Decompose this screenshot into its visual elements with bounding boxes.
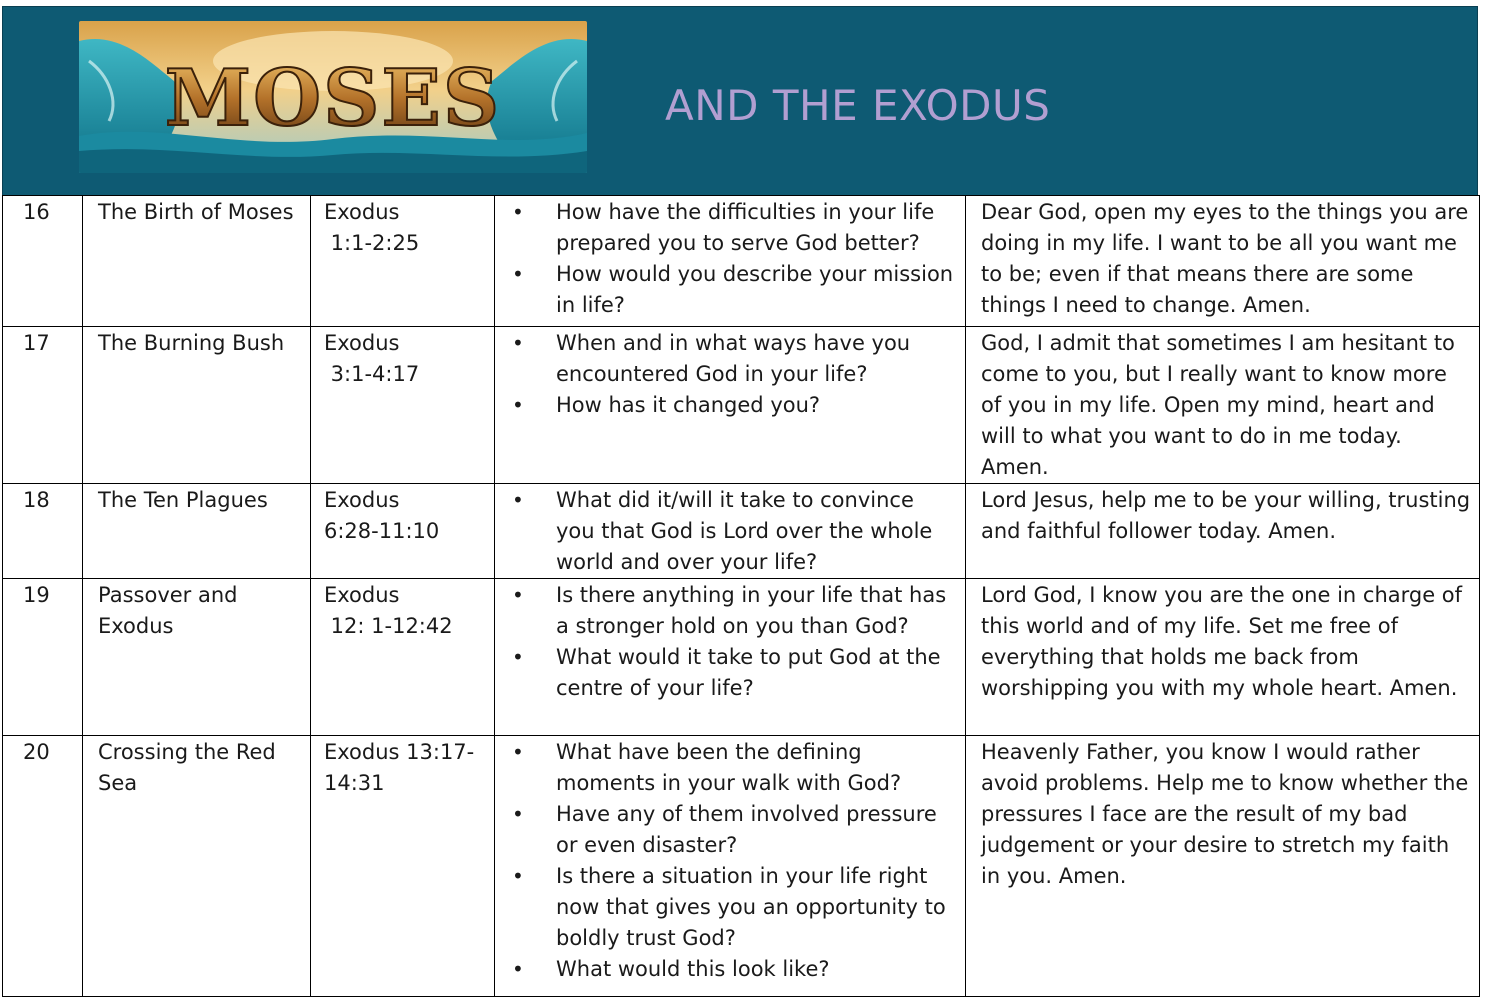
scripture-reference-line: Exodus bbox=[324, 331, 400, 355]
reflection-questions-cell bbox=[495, 736, 966, 997]
prayer-cell: Dear God, open my eyes to the things you are doing in my life. I want to be all you want me to be; even if that means there are some things I need to change. Amen. bbox=[966, 196, 1480, 327]
scripture-reference-cell bbox=[311, 327, 495, 484]
scripture-reference-line: Exodus 13:17- bbox=[324, 740, 475, 764]
table-row bbox=[3, 579, 1480, 736]
scripture-reference-line: Exodus bbox=[324, 583, 400, 607]
moses-logo-lettering: MOSES bbox=[164, 53, 502, 144]
header-banner bbox=[2, 6, 1478, 196]
question-item: • Is there anything in your life that has a stronger hold on you than God? bbox=[495, 580, 957, 642]
scripture-reference-cell bbox=[311, 484, 495, 579]
day-number-cell: 20 bbox=[3, 736, 83, 997]
scripture-reference-cell bbox=[311, 736, 495, 997]
question-list bbox=[495, 485, 957, 578]
reading-title-cell: The Burning Bush bbox=[83, 327, 311, 484]
reading-title-cell: Crossing the Red Sea bbox=[83, 736, 311, 997]
table-row bbox=[3, 196, 1480, 327]
scripture-reference-line: Exodus bbox=[324, 200, 400, 224]
reflection-questions-cell bbox=[495, 579, 966, 736]
reading-title-cell: The Birth of Moses bbox=[83, 196, 311, 327]
reflection-questions-cell bbox=[495, 484, 966, 579]
scripture-reference-line: 12: 1-12:42 bbox=[324, 614, 453, 638]
question-item: • What did it/will it take to convince you that God is Lord over the whole world and over your life? bbox=[495, 485, 957, 578]
question-item: • How has it changed you? bbox=[495, 390, 957, 421]
question-list bbox=[495, 580, 957, 704]
scripture-reference-line: 1:1-2:25 bbox=[324, 231, 420, 255]
day-number-cell: 19 bbox=[3, 579, 83, 736]
table-row bbox=[3, 484, 1480, 579]
page-title: AND THE EXODUS bbox=[665, 81, 1051, 130]
scripture-reference-cell bbox=[311, 579, 495, 736]
question-item: • How have the difficulties in your life prepared you to serve God better? bbox=[495, 197, 957, 259]
reading-title-cell: The Ten Plagues bbox=[83, 484, 311, 579]
reflection-questions-cell bbox=[495, 196, 966, 327]
scripture-reference-line: 6:28-11:10 bbox=[324, 519, 440, 543]
moses-logo-image bbox=[79, 21, 587, 173]
prayer-cell: Heavenly Father, you know I would rather avoid problems. Help me to know whether the pressures I face are the result of my bad judgement or your desire to stretch my faith in you. Amen. bbox=[966, 736, 1480, 997]
day-number-cell: 16 bbox=[3, 196, 83, 327]
day-number-cell: 17 bbox=[3, 327, 83, 484]
question-item: • What have been the defining moments in your walk with God? bbox=[495, 737, 957, 799]
reflection-questions-cell bbox=[495, 327, 966, 484]
reading-plan-table bbox=[2, 195, 1480, 997]
question-item: • How would you describe your mission in life? bbox=[495, 259, 957, 321]
reading-plan-body bbox=[3, 196, 1480, 997]
question-item: • What would it take to put God at the centre of your life? bbox=[495, 642, 957, 704]
prayer-cell: Lord Jesus, help me to be your willing, trusting and faithful follower today. Amen. bbox=[966, 484, 1480, 579]
question-item: • What would this look like? bbox=[495, 954, 957, 985]
prayer-cell: God, I admit that sometimes I am hesitant to come to you, but I really want to know more of you in my life. Open my mind, heart and will to what you want to do in me today. Amen. bbox=[966, 327, 1480, 484]
table-row bbox=[3, 736, 1480, 997]
question-item: • Have any of them involved pressure or even disaster? bbox=[495, 799, 957, 861]
table-row bbox=[3, 327, 1480, 484]
reading-title-cell: Passover and Exodus bbox=[83, 579, 311, 736]
day-number-cell: 18 bbox=[3, 484, 83, 579]
question-list bbox=[495, 197, 957, 321]
question-list bbox=[495, 737, 957, 985]
prayer-cell: Lord God, I know you are the one in charge of this world and of my life. Set me free of everything that holds me back from worshipping you with my whole heart. Amen. bbox=[966, 579, 1480, 736]
question-item: • When and in what ways have you encountered God in your life? bbox=[495, 328, 957, 390]
scripture-reference-line: Exodus bbox=[324, 488, 400, 512]
scripture-reference-line: 3:1-4:17 bbox=[324, 362, 420, 386]
scripture-reference-cell bbox=[311, 196, 495, 327]
question-item: • Is there a situation in your life right now that gives you an opportunity to boldly trust God? bbox=[495, 861, 957, 954]
question-list bbox=[495, 328, 957, 421]
scripture-reference-line: 14:31 bbox=[324, 771, 385, 795]
